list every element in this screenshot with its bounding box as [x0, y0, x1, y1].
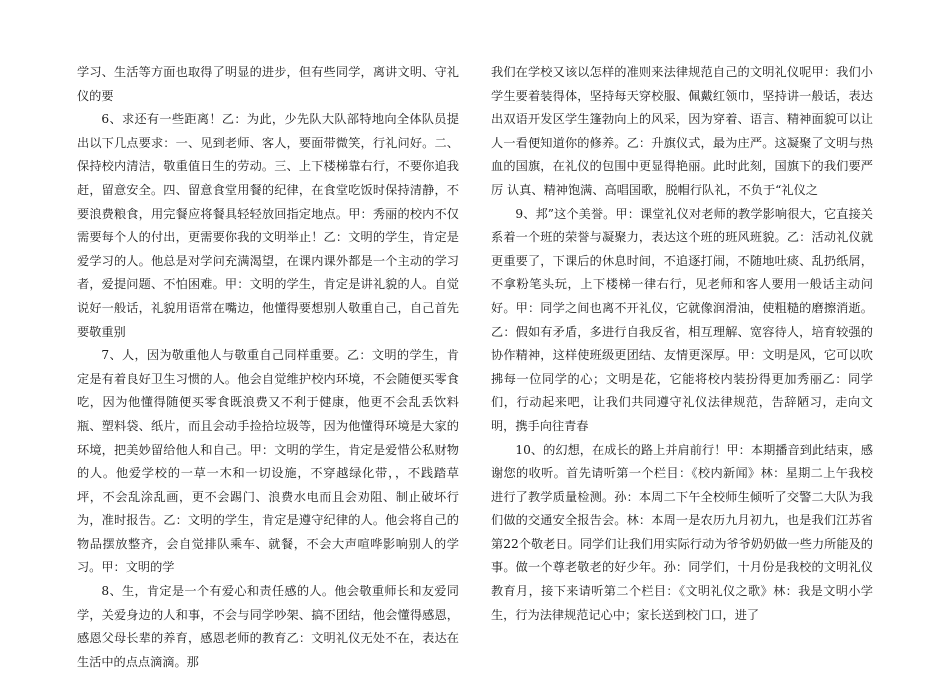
paragraph: 6、求还有一些距离！乙：为此，少先队大队部特地向全体队员提出以下几点要求：一、见到老师、客人，要面带微笑，行礼问好。二、保持校内清洁，敬重值日生的劳动。三、上下楼梯靠右行，不要你追我赶，留意安全。四、留意食堂用餐的纪律，在食堂吃饭时保持清静，不要浪费粮食，用完餐应将餐具轻轻放回指定地点。甲：秀丽的校内不仅需要每个人的付出，更需要你我的文明举止！乙：文明的学生，肯定是爱学习的人。他总是对学问充满渴望，在课内课外都是一个主动的学习者，爱提问题、不怕困难。甲：文明的学生，肯定是讲礼貌的人。自觉说好一般话，礼貌用语常在嘴边，他懂得要想别人敬重自己，自己首先要敬重别	[77, 112, 459, 339]
paragraph: 9、邦”这个美誉。甲：课堂礼仪对老师的教学影响很大，它直接关系着一个班的荣誉与凝聚力，表达这个班的班风班貌。乙：活动礼仪就更重要了，下课后的休息时间，不追逐打闹，不随地吐痰、乱扔纸屑，不拿粉笔头玩，上下楼梯一律右行，见老师和客人要用一般话主动问好。甲：同学之间也离不开礼仪，它就像润滑油，使粗糙的磨擦消逝。乙：假如有矛盾，多进行自我反省，相互理解、宽容待人，培育较强的协作精神，这样使班级更团结、友情更深厚。甲：文明是风，它可以吹拂每一位同学的心；文明是花，它能将校内装扮得更加秀丽乙：同学们，行动起来吧，让我们共同遵守礼仪法律规范，告辞陋习，走向文明，携手向往青春	[491, 206, 873, 433]
paragraph: 我们在学校又该以怎样的准则来法律规范自己的文明礼仪呢甲：我们小学生要着装得体，坚持每天穿校服、佩戴红领巾，坚持讲一般话，表达出双语开发区学生篷勃向上的风采，因为穿着、语言、精神面貌可以让人一看便知道你的修养。乙：升旗仪式，最为庄严。这凝聚了文明与热血的国旗，在礼仪的包围中更显得艳丽。此时此刻，国旗下的我们要严厉 认真、精神饱满、高唱国歌，脱帽行队礼，不负于“礼仪之	[491, 65, 873, 197]
paragraph: 8、生，肯定是一个有爱心和责任感的人。他会敬重师长和友爱同学，关爱身边的人和事，不会与同学吵架、搞不团结，他会懂得感恩，感恩父母长辈的养育，感恩老师的教育乙：文明礼仪无处不在，表达在生活中的点点滴滴。那	[77, 584, 459, 669]
paragraph: 10、的幻想，在成长的路上并肩前行！甲：本期播音到此结束，感谢您的收听。首先请听第一个栏目：《校内新闻》林：星期二上午我校进行了教学质量检测。孙：本周二下午全校师生倾听了交警二大队为我们做的交通安全报告会。林：本周一是农历九月初九，也是我们江苏省第22个敬老日。同学们让我们用实际行动为爷爷奶奶做一些力所能及的事。做一个尊老敬老的好少年。孙：同学们，十月份是我校的文明礼仪教育月，接下来请听第二个栏目：《文明礼仪之歌》林：我是文明小学生，行为法律规范记心中；家长送到校门口，进了	[491, 442, 873, 622]
right-text-column	[491, 61, 873, 627]
paragraph: 学习、生活等方面也取得了明显的进步，但有些同学，离讲文明、守礼仪的要	[77, 65, 459, 103]
paragraph: 7、人，因为敬重他人与敬重自己同样重要。乙：文明的学生，肯定是有着良好卫生习惯的人。他会自觉维护校内环境，不会随便买零食吃，因为他懂得随便买零食既浪费又不利于健康，他更不会乱丢饮料瓶、塑料袋、纸片，而且会动手捡拾垃圾等，因为他懂得环境是大家的环境，把美妙留给他人和自己。甲：文明的学生，肯定是爱惜公私财物的人。他爱学校的一草一木和一切设施，不穿越绿化带，，不践踏草坪，不会乱涂乱画，更不会踢门、浪费水电而且会劝阻、制止破坏行为，准时报告。乙：文明的学生，肯定是遵守纪律的人。他会将自己的物品摆放整齐，会自觉排队乘车、就餐，不会大声喧哗影响别人的学习。甲：文明的学	[77, 348, 459, 575]
left-text-column	[77, 61, 459, 674]
